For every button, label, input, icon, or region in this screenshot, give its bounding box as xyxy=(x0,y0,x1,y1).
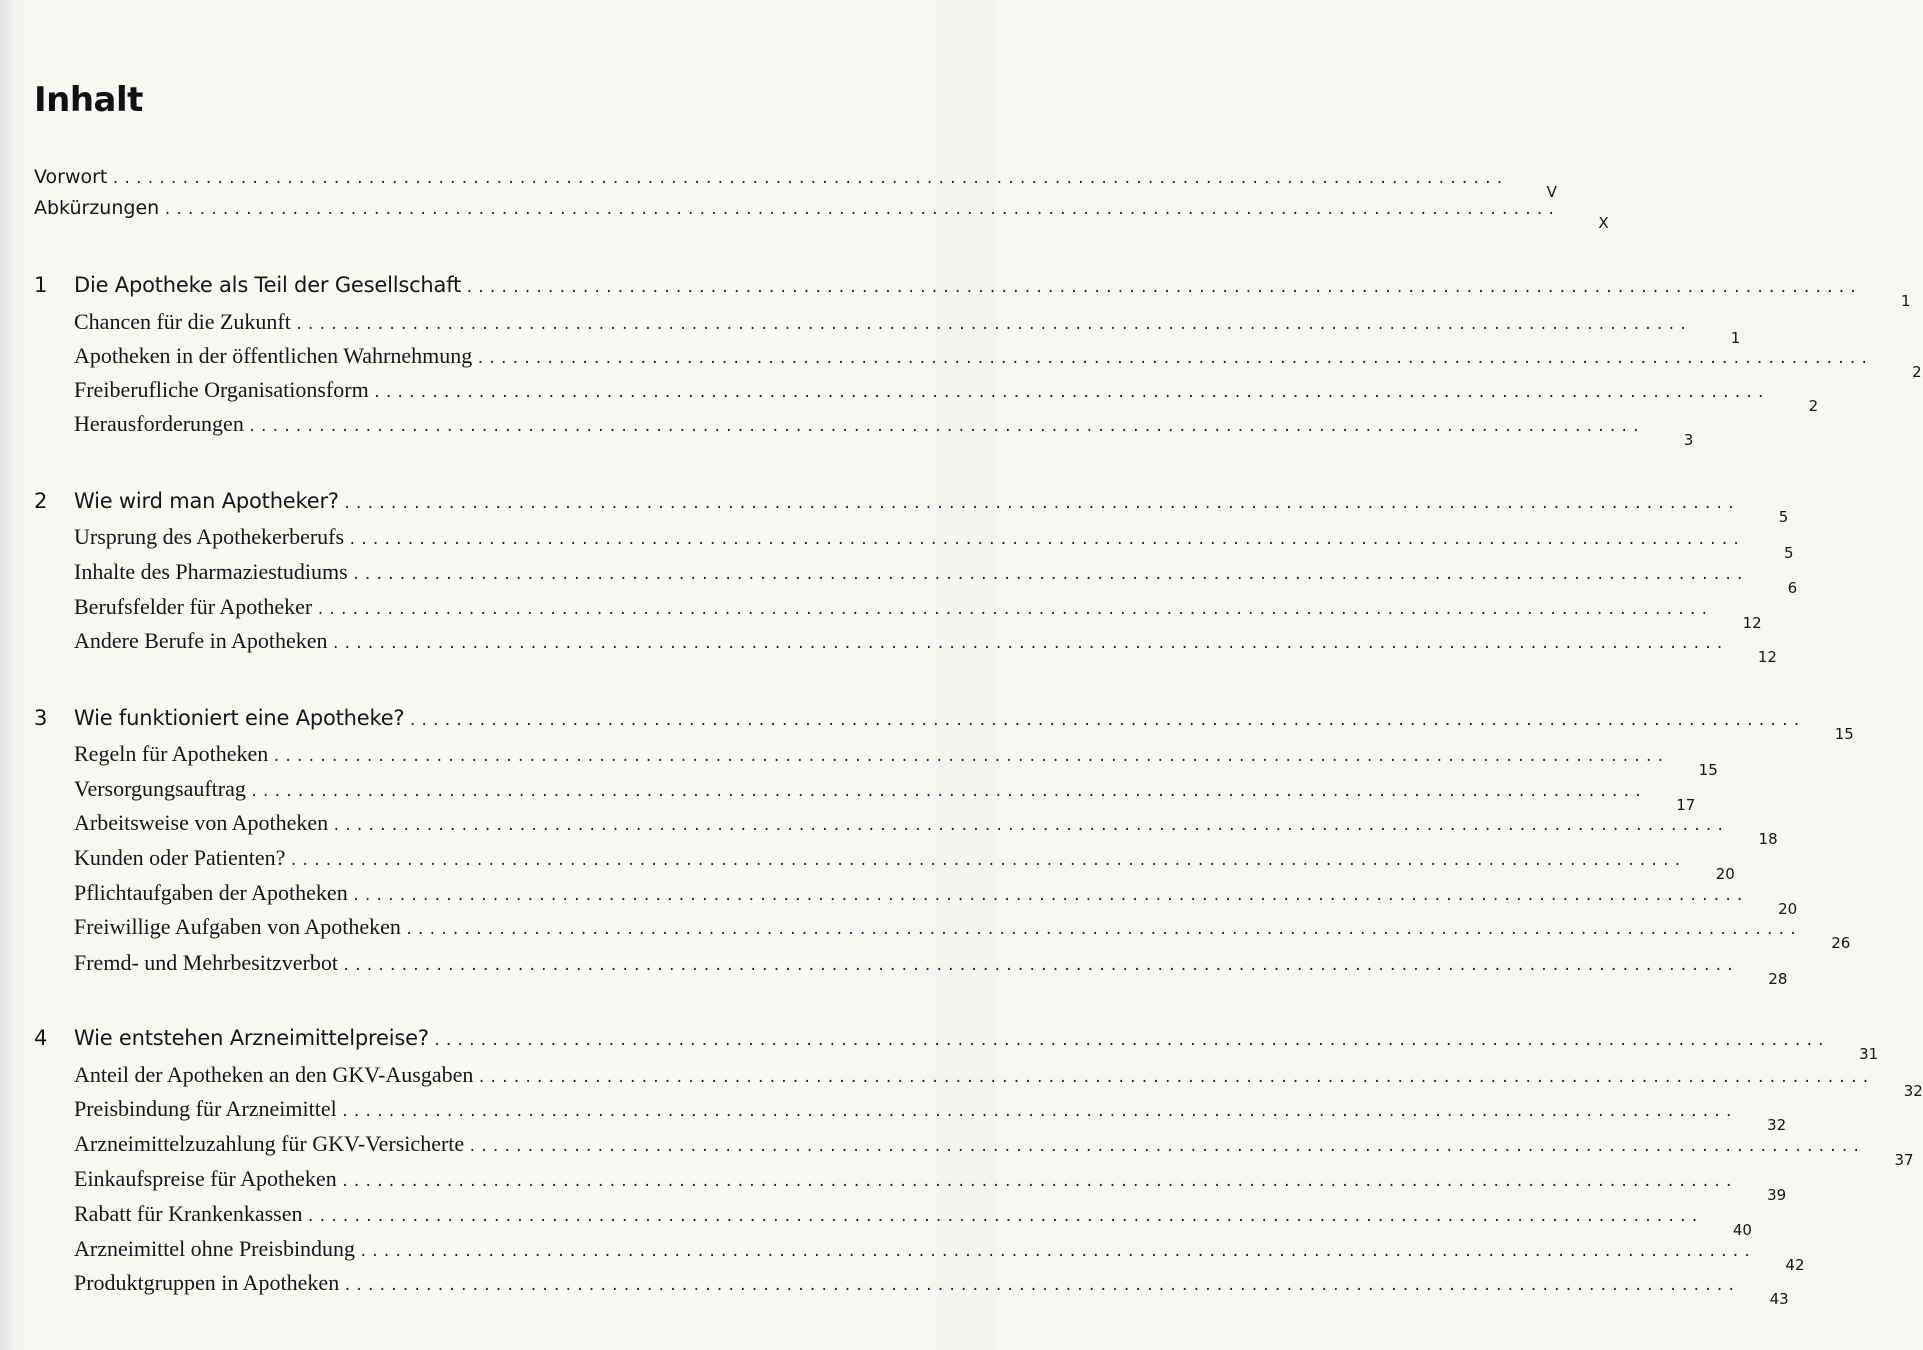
section-page: 37 xyxy=(1894,1151,1914,1169)
dot-leader: ........................................................................................................................ xyxy=(468,1139,1864,1155)
chapter-number: 1 xyxy=(34,273,48,297)
section-page: 17 xyxy=(1676,796,1696,814)
chapter-title: Die Apotheke als Teil der Gesellschaft xyxy=(74,273,462,297)
section-page: 1 xyxy=(1730,329,1741,347)
chapter-number: 2 xyxy=(34,489,48,513)
section-title: Rabatt für Krankenkassen xyxy=(74,1201,303,1226)
dot-leader: ........................................................................................................................ xyxy=(351,567,1748,583)
dot-leader: ........................................................................................................................ xyxy=(476,351,1872,367)
toc-section[interactable] xyxy=(74,950,1788,988)
section-page: 39 xyxy=(1767,1186,1787,1204)
section-title: Preisbindung für Arzneimittel xyxy=(74,1096,337,1121)
section-title: Versorgungsauftrag xyxy=(74,776,246,801)
section-title: Berufsfelder für Apotheker xyxy=(74,594,313,619)
toc-entry-title: Vorwort xyxy=(34,166,108,188)
chapter-number: 3 xyxy=(34,706,48,730)
section-title: Regeln für Apotheken xyxy=(74,741,269,766)
dot-leader: ........................................................................................................................ xyxy=(247,419,1644,435)
section-page: 32 xyxy=(1767,1116,1787,1134)
toc-section[interactable] xyxy=(74,1270,1789,1308)
toc-section[interactable] xyxy=(74,1201,1752,1239)
section-page: 20 xyxy=(1715,865,1735,883)
toc-section[interactable] xyxy=(74,845,1735,883)
section-page: 43 xyxy=(1769,1290,1789,1308)
chapter-page: 5 xyxy=(1778,508,1789,526)
chapter-title: Wie entstehen Arzneimittelpreise? xyxy=(74,1026,429,1050)
dot-leader: ........................................................................................................................ xyxy=(249,784,1646,800)
section-page: 42 xyxy=(1785,1256,1805,1274)
dot-leader: ........................................................................................................................ xyxy=(306,1209,1702,1225)
section-page: 2 xyxy=(1912,363,1922,381)
section-title: Inhalte des Pharmaziestudiums xyxy=(74,559,348,584)
dot-leader: ........................................................................................................................ xyxy=(340,1174,1737,1190)
dot-leader: ........................................................................................................................ xyxy=(372,385,1769,401)
dot-leader: ........................................................................................................................ xyxy=(272,749,1668,765)
section-title: Andere Berufe in Apotheken xyxy=(74,628,328,653)
section-title: Arbeitsweise von Apotheken xyxy=(74,810,329,835)
dot-leader: ........................................................................................................................ xyxy=(316,602,1712,618)
dot-leader: ........................................................................................................................ xyxy=(342,496,1739,512)
chapter-page: 31 xyxy=(1859,1045,1879,1063)
toc-chapter-2[interactable] xyxy=(34,489,1789,526)
toc-chapter-4[interactable] xyxy=(34,1026,1879,1063)
page-title: Inhalt xyxy=(34,80,143,120)
chapter-title: Wie wird man Apotheker? xyxy=(74,489,339,513)
chapter-page: 1 xyxy=(1900,292,1911,310)
toc-section[interactable] xyxy=(74,628,1777,666)
section-title: Freiberufliche Organisationsform xyxy=(74,377,369,402)
section-page: 26 xyxy=(1831,934,1851,952)
dot-leader: ........................................................................................................................ xyxy=(432,1033,1829,1049)
toc-section[interactable] xyxy=(74,377,1819,415)
dot-leader: ........................................................................................................................ xyxy=(332,818,1728,834)
toc-section[interactable] xyxy=(74,343,1922,381)
chapter-number: 4 xyxy=(34,1026,48,1050)
toc-section[interactable] xyxy=(74,810,1778,848)
toc-section[interactable] xyxy=(74,1236,1805,1274)
toc-section[interactable] xyxy=(74,741,1718,779)
dot-leader: ........................................................................................................................ xyxy=(351,888,1748,904)
section-page: 6 xyxy=(1787,579,1798,597)
section-page: 15 xyxy=(1698,761,1718,779)
toc-section[interactable] xyxy=(74,411,1694,449)
section-page: 2 xyxy=(1808,397,1819,415)
section-page: 32 xyxy=(1903,1082,1923,1100)
section-title: Pflichtaufgaben der Apotheken xyxy=(74,880,348,905)
dot-leader: ........................................................................................................................ xyxy=(294,317,1691,333)
section-title: Chancen für die Zukunft xyxy=(74,309,291,334)
dot-leader: ........................................................................................................................ xyxy=(408,713,1804,729)
section-page: 12 xyxy=(1742,614,1762,632)
toc-section[interactable] xyxy=(74,1096,1787,1134)
toc-chapter-1[interactable] xyxy=(34,273,1911,310)
chapter-page: 15 xyxy=(1834,725,1854,743)
toc-section[interactable] xyxy=(74,880,1798,918)
section-title: Kunden oder Patienten? xyxy=(74,845,286,870)
dot-leader: ........................................................................................................................ xyxy=(465,280,1861,296)
toc-section[interactable] xyxy=(74,309,1741,347)
section-page: 40 xyxy=(1732,1221,1752,1239)
toc-entry-abkuerzungen[interactable] xyxy=(34,197,1609,232)
dot-leader: ........................................................................................................................ xyxy=(404,922,1801,938)
section-title: Arzneimittelzuzahlung für GKV-Versicherte xyxy=(74,1131,465,1156)
section-page: 12 xyxy=(1757,648,1777,666)
section-page: 5 xyxy=(1783,544,1794,562)
toc-section[interactable] xyxy=(74,914,1851,952)
toc-section[interactable] xyxy=(74,524,1794,562)
chapter-title: Wie funktioniert eine Apotheke? xyxy=(74,706,405,730)
dot-leader: ........................................................................................................................ xyxy=(343,1278,1739,1294)
dot-leader: ........................................................................................................................ xyxy=(348,532,1744,548)
toc-chapter-3[interactable] xyxy=(34,706,1854,743)
toc-section[interactable] xyxy=(74,594,1762,632)
section-title: Produktgruppen in Apotheken xyxy=(74,1270,340,1295)
toc-section[interactable] xyxy=(74,1166,1787,1204)
toc-section[interactable] xyxy=(74,559,1798,597)
section-page: 3 xyxy=(1683,431,1694,449)
dot-leader: ........................................................................................................................ xyxy=(331,636,1727,652)
section-title: Herausforderungen xyxy=(74,411,244,436)
section-page: 28 xyxy=(1768,970,1788,988)
section-title: Freiwillige Aufgaben von Apotheken xyxy=(74,914,401,939)
section-title: Einkaufspreise für Apotheken xyxy=(74,1166,337,1191)
section-page: 20 xyxy=(1778,900,1798,918)
toc-section[interactable] xyxy=(74,1062,1923,1100)
section-title: Fremd- und Mehrbesitzverbot xyxy=(74,950,338,975)
dot-leader: ........................................................................................................................ xyxy=(340,1104,1737,1120)
toc-entry-page: V xyxy=(1546,183,1557,201)
toc-section[interactable] xyxy=(74,1131,1914,1169)
section-page: 18 xyxy=(1758,830,1778,848)
toc-entry-vorwort[interactable] xyxy=(34,166,1557,201)
toc-section[interactable] xyxy=(74,776,1696,814)
section-title: Ursprung des Apothekerberufs xyxy=(74,524,345,549)
toc-entry-title: Abkürzungen xyxy=(34,197,160,219)
section-title: Arzneimittel ohne Preisbindung xyxy=(74,1236,356,1261)
dot-leader: ........................................................................................................................ xyxy=(289,853,1685,869)
dot-leader: ........................................................................................................................ xyxy=(163,202,1559,218)
dot-leader: ........................................................................................................................ xyxy=(359,1244,1755,1260)
toc-entry-page: X xyxy=(1598,214,1609,232)
section-title: Anteil der Apotheken an den GKV-Ausgaben xyxy=(74,1062,474,1087)
dot-leader: ........................................................................................................................ xyxy=(341,958,1738,974)
dot-leader: ........................................................................................................................ xyxy=(111,171,1507,187)
dot-leader: ........................................................................................................................ xyxy=(477,1070,1873,1086)
section-title: Apotheken in der öffentlichen Wahrnehmung xyxy=(74,343,473,368)
